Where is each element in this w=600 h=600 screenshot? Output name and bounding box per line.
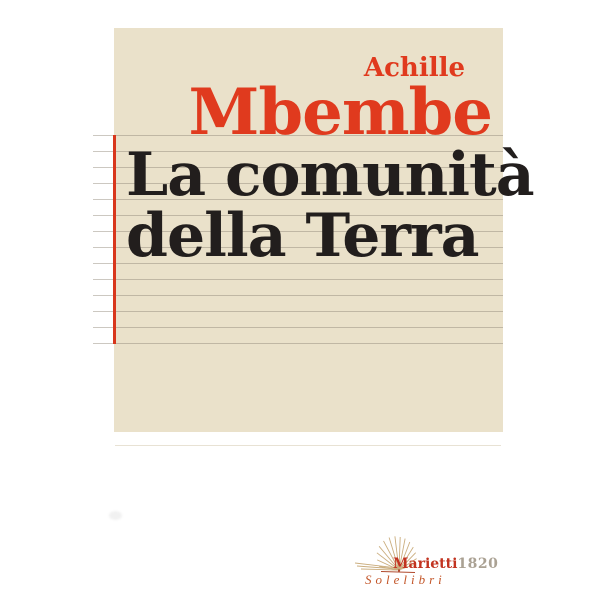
publisher-year: 1820 xyxy=(457,556,499,572)
cover-fold-line xyxy=(115,445,501,446)
scan-artifact xyxy=(109,511,122,520)
book-title-line2: della Terra xyxy=(126,201,479,271)
book-title-line1: La comunità xyxy=(126,140,534,210)
publisher-brand-row xyxy=(393,557,498,571)
red-margin-line xyxy=(113,135,116,344)
author-first-name: Achille xyxy=(363,53,465,83)
book-title xyxy=(126,140,534,271)
publisher-imprint: Solelibri xyxy=(365,572,446,587)
publisher-name: Marietti xyxy=(393,556,458,572)
author-last-name: Mbembe xyxy=(188,75,492,150)
publisher-logo xyxy=(355,522,515,594)
